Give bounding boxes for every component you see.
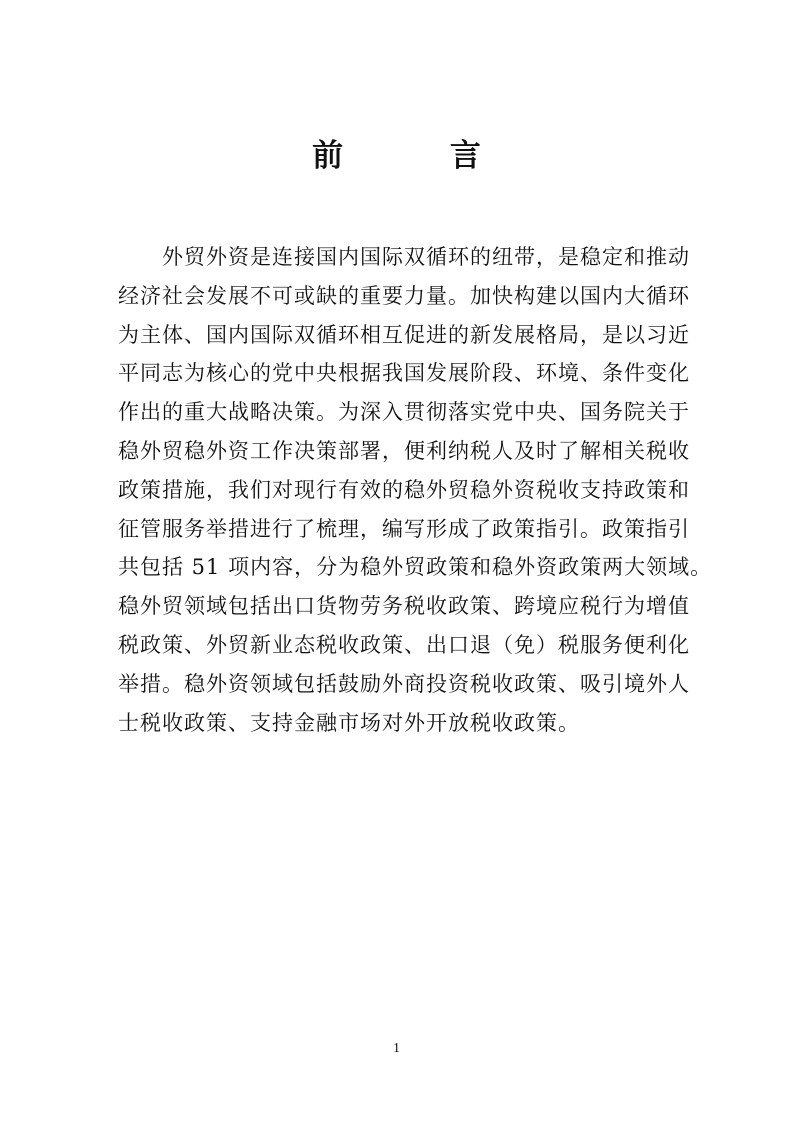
paragraph-line: 税政策、外贸新业态税收政策、出口退（免）税服务便利化 <box>118 632 690 657</box>
paragraph-line: 平同志为核心的党中央根据我国发展阶段、环境、条件变化 <box>118 361 690 386</box>
paragraph-line: 举措。稳外资领域包括鼓励外商投资税收政策、吸引境外人 <box>118 671 690 696</box>
paragraph-line: 经济社会发展不可或缺的重要力量。加快构建以国内大循环 <box>118 283 690 308</box>
paragraph-line: 为主体、国内国际双循环相互促进的新发展格局，是以习近 <box>118 322 690 347</box>
paragraph-line: 政策措施，我们对现行有效的稳外贸稳外资税收支持政策和 <box>118 477 690 502</box>
preface-paragraph <box>118 238 713 742</box>
page-title: 前 言 <box>312 138 529 174</box>
page-number: 1 <box>393 1041 400 1056</box>
paragraph-line: 作出的重大战略决策。为深入贯彻落实党中央、国务院关于 <box>118 400 690 425</box>
paragraph-line: 外贸外资是连接国内国际双循环的纽带，是稳定和推动 <box>118 245 690 269</box>
paragraph-line: 共包括 51 项内容，分为稳外贸政策和稳外资政策两大领域。 <box>118 555 713 580</box>
paragraph-line: 征管服务举措进行了梳理，编写形成了政策指引。政策指引 <box>118 516 690 541</box>
paragraph-line: 稳外贸稳外资工作决策部署，便利纳税人及时了解相关税收 <box>118 438 690 463</box>
paragraph-line: 士税收政策、支持金融市场对外开放税收政策。 <box>118 710 580 735</box>
paragraph-line: 稳外贸领域包括出口货物劳务税收政策、跨境应税行为增值 <box>118 594 690 619</box>
